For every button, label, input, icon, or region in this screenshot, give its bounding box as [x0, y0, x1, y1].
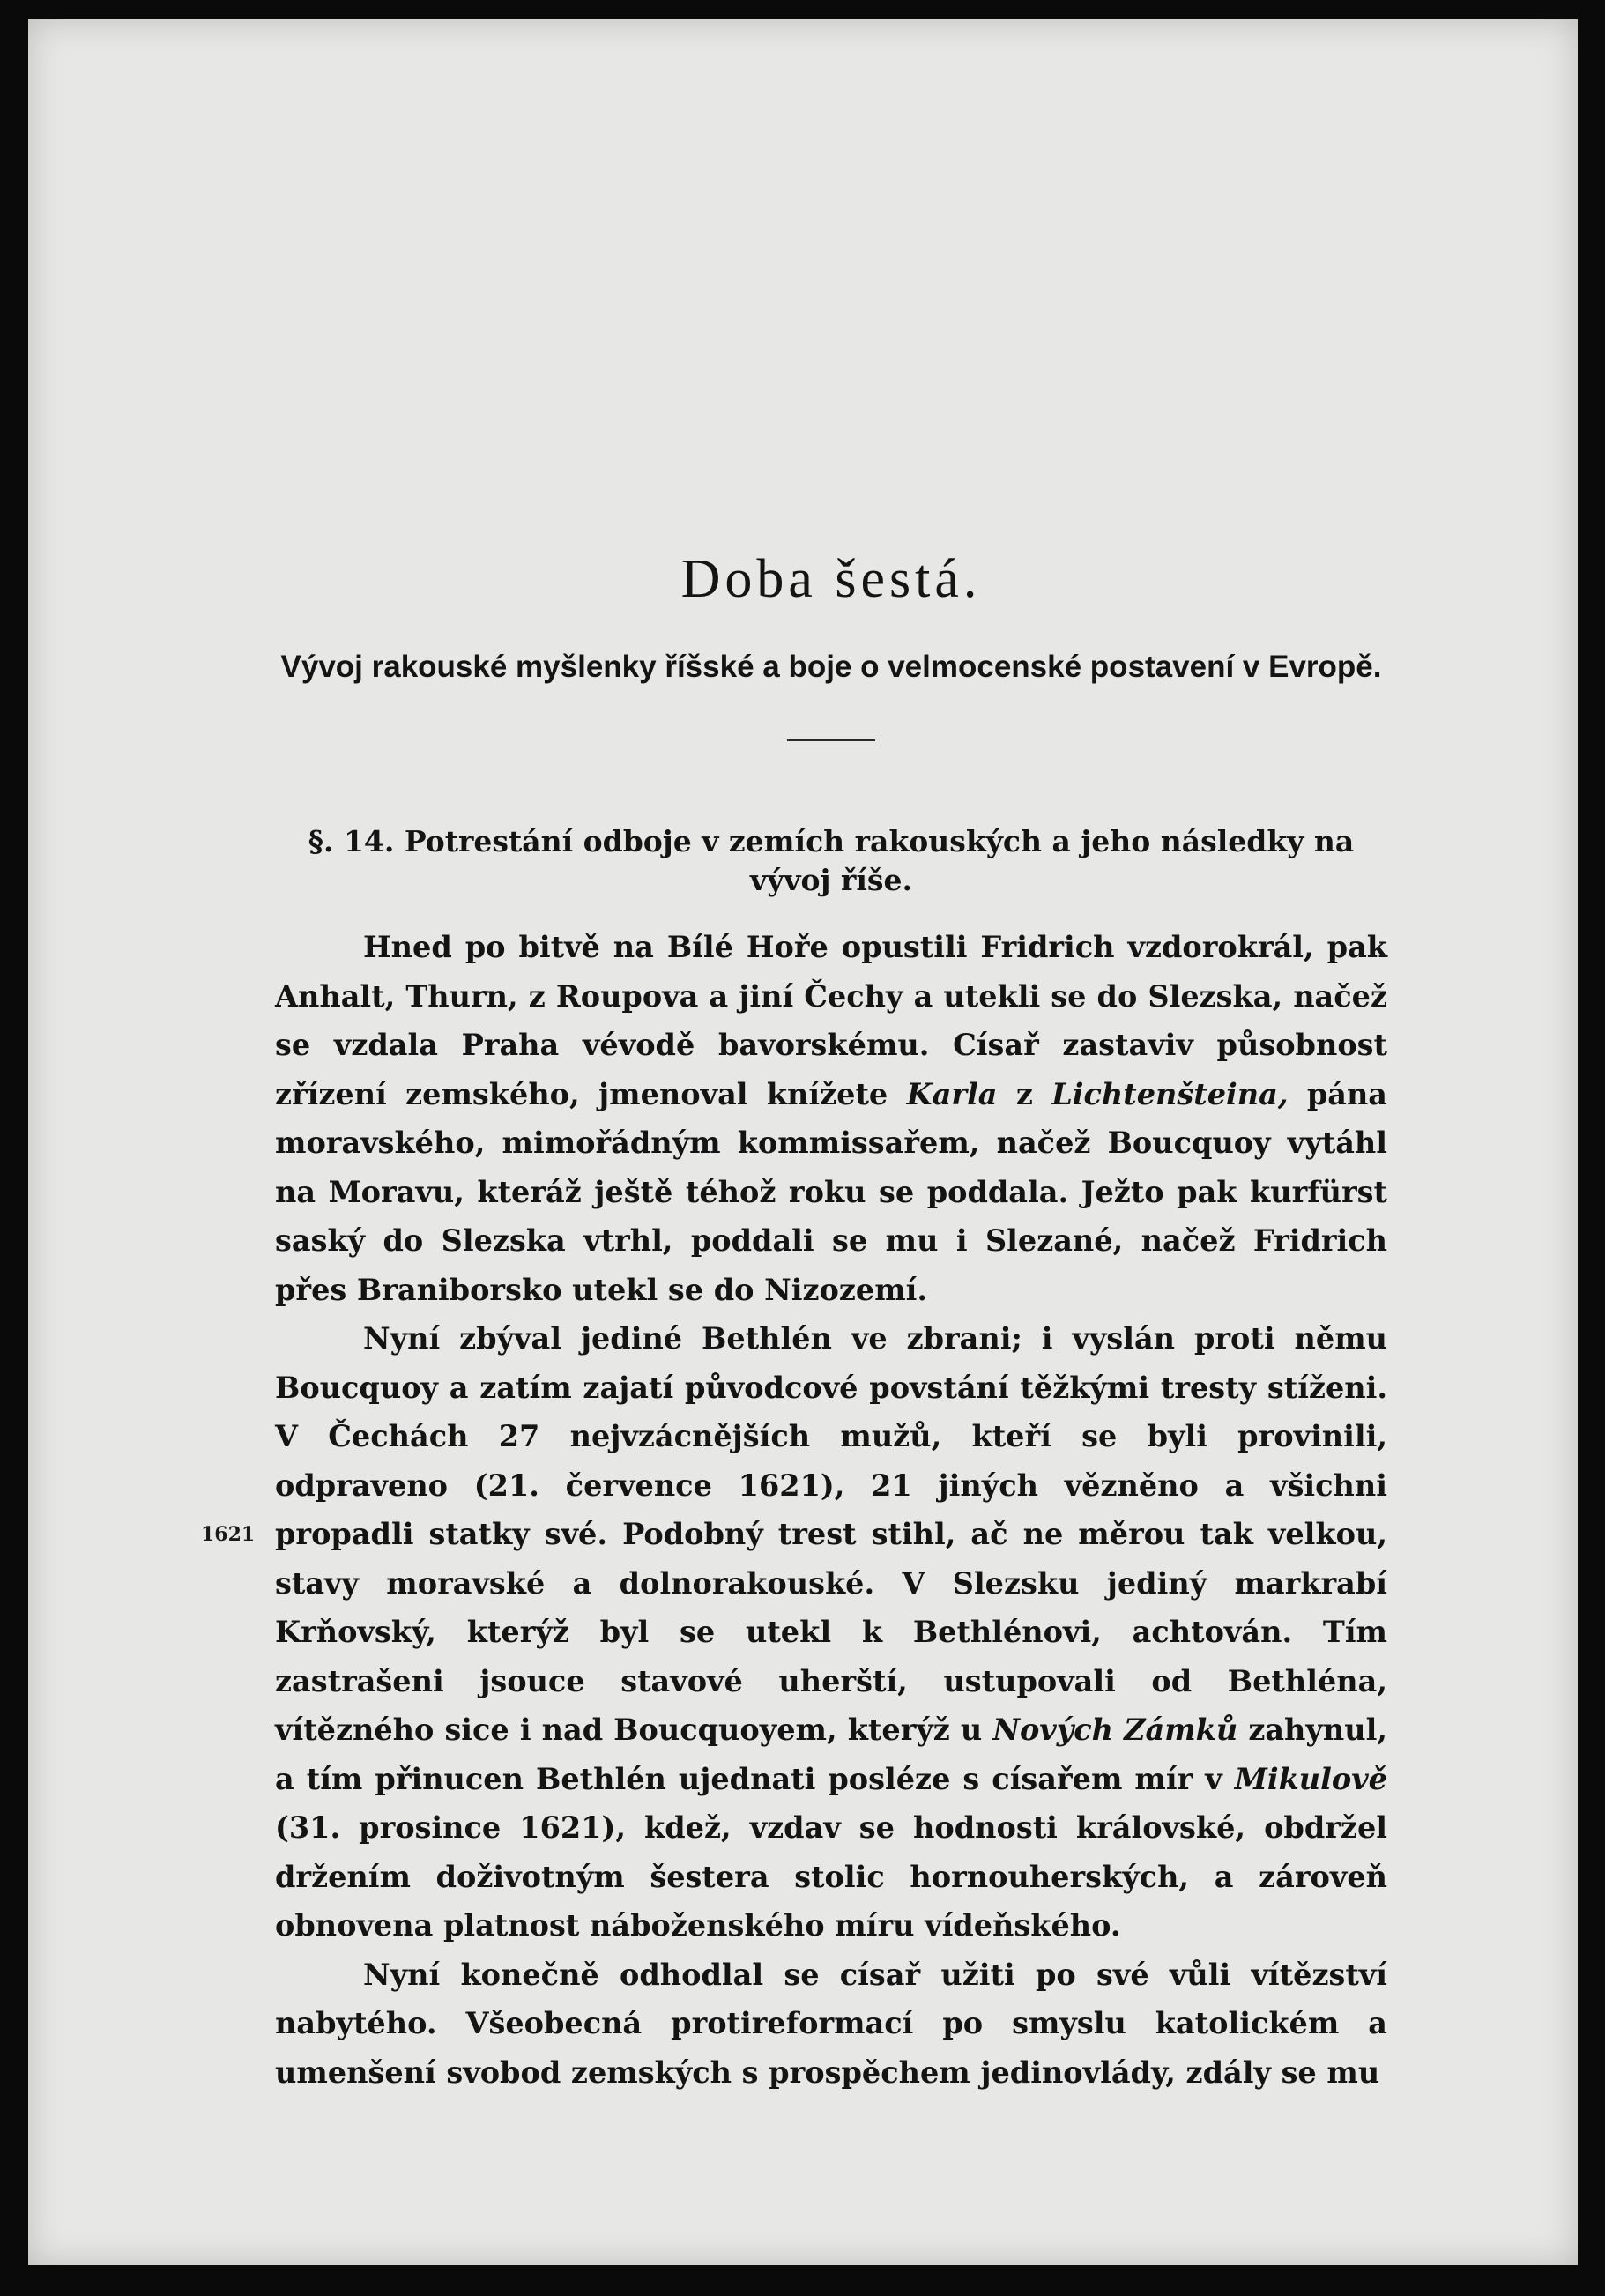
paragraph-3: Nyní konečně odhodlal se císař užiti po své vůli vítězství nabytého. Všeobecná protireformací po smyslu katolickém a umenšení svobod zemských s prospěchem jedinovlády, zdály se mu	[275, 1957, 1387, 2090]
page-content	[275, 548, 1387, 2097]
book-page	[28, 19, 1578, 2265]
margin-year-note: 1621	[201, 1523, 256, 1546]
paragraph-2-em-mikulov: Mikulově	[1234, 1761, 1387, 1796]
part-title: Doba šestá.	[680, 549, 982, 609]
paragraph-2	[275, 1314, 1387, 1950]
paragraph-1-em-karla: Karla	[906, 1076, 998, 1111]
paragraph-1-em-lichtenstein: Lichtenšteina,	[1051, 1076, 1289, 1111]
paragraph-2-text-b: zahynul, a tím přinucen Bethlén ujednati posléze s císařem mír v	[275, 1713, 1387, 1796]
divider-rule	[787, 739, 875, 741]
paragraph-1	[275, 923, 1387, 1314]
paragraph-2-text-c: (31. prosince 1621), kdež, vzdav se hodnosti královské, obdržel držením doživotným šestera stolic hornouherských, a zároveň obnovena platnost náboženského míru vídeňského.	[275, 1810, 1387, 1943]
paragraph-1-text-c: pána moravského, mimořádným kommissařem, načež Boucquoy vytáhl na Moravu, kteráž ještě téhož roku se poddala. Ježto pak kurfürst saský do Slezska vtrhl, poddali se mu i Slezané, načež Fridrich přes Braniborsko utekl se do Nizozemí.	[275, 1076, 1388, 1307]
paragraph-1-text-b: z	[997, 1076, 1052, 1111]
paragraph-1-text-a: Hned po bitvě na Bílé Hoře opustili Fridrich vzdorokrál, pak Anhalt, Thurn, z Roupova a jiní Čechy a utekli se do Slezska, načež se vzdala Praha vévodě bavorskému. Císař zastaviv působnost zřízení zemského, jmenoval knížete	[275, 930, 1387, 1111]
paragraph-2-text-a: Nyní zbýval jediné Bethlén ve zbrani; i vyslán proti němu Boucquoy a zatím zajatí původcové povstání těžkými tresty stíženi. V Čechách 27 nejvzácnějších mužů, kteří se byli provinili, odpraveno (21. července 1621), 21 jiných vězněno a všichni propadli statky své. Podobný trest stihl, ač ne měrou tak velkou, stavy moravské a dolnorakouské. V Slezsku jediný markrabí Krňovský, kterýž byl se utekl k Bethlénovi, achtován. Tím zastrašeni jsouce stavové uherští, ustupovali od Bethléna, vítězného sice i nad Boucquoyem, kterýž u	[275, 1321, 1387, 1747]
paragraph-2-em-nove-zamky: Nových Zámků	[992, 1713, 1238, 1747]
part-subtitle: Vývoj rakouské myšlenky říšské a boje o velmocenské postavení v Evropě.	[280, 650, 1382, 684]
section-heading: §. 14. Potrestání odboje v zemích rakouských a jeho následky na vývoj říše.	[308, 824, 1355, 897]
